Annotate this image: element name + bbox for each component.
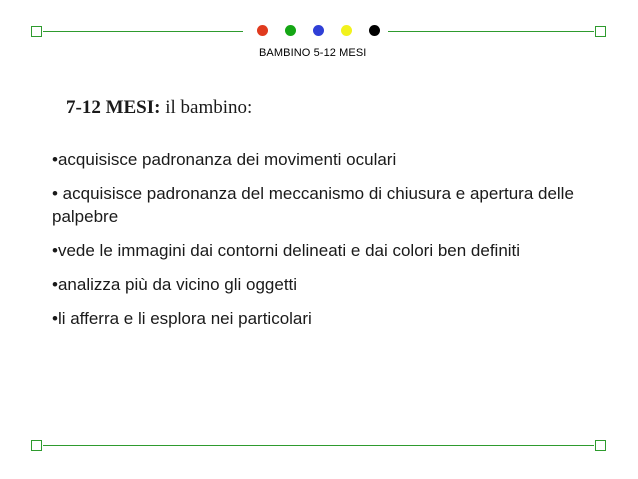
corner-square-icon — [595, 440, 606, 451]
bottom-rule — [43, 445, 594, 446]
title-subject: il bambino: — [160, 97, 253, 118]
yellow-dot-icon — [341, 25, 352, 36]
slide-title — [66, 97, 252, 119]
bullet-list — [52, 148, 597, 341]
bullet-item: •analizza più da vicino gli oggetti — [52, 275, 298, 294]
bullet-item: •vede le immagini dai contorni delineati e dai colori ben definiti — [52, 241, 521, 260]
bullet-item: • acquisisce padronanza del meccanismo di chiusura e apertura delle palpebre — [52, 184, 574, 226]
header-label: BAMBINO 5-12 MESI — [259, 47, 367, 59]
bullet-item: •li afferra e li esplora nei particolari — [52, 309, 312, 328]
color-dots — [257, 25, 380, 37]
blue-dot-icon — [313, 25, 324, 36]
top-left-rule — [43, 31, 243, 32]
corner-square-icon — [31, 26, 42, 37]
corner-square-icon — [31, 440, 42, 451]
bullet-item: •acquisisce padronanza dei movimenti oculari — [52, 150, 397, 169]
top-right-rule — [388, 31, 594, 32]
green-dot-icon — [285, 25, 296, 36]
black-dot-icon — [369, 25, 380, 36]
title-age-range: 7-12 MESI: — [66, 97, 161, 118]
red-dot-icon — [257, 25, 268, 36]
corner-square-icon — [595, 26, 606, 37]
